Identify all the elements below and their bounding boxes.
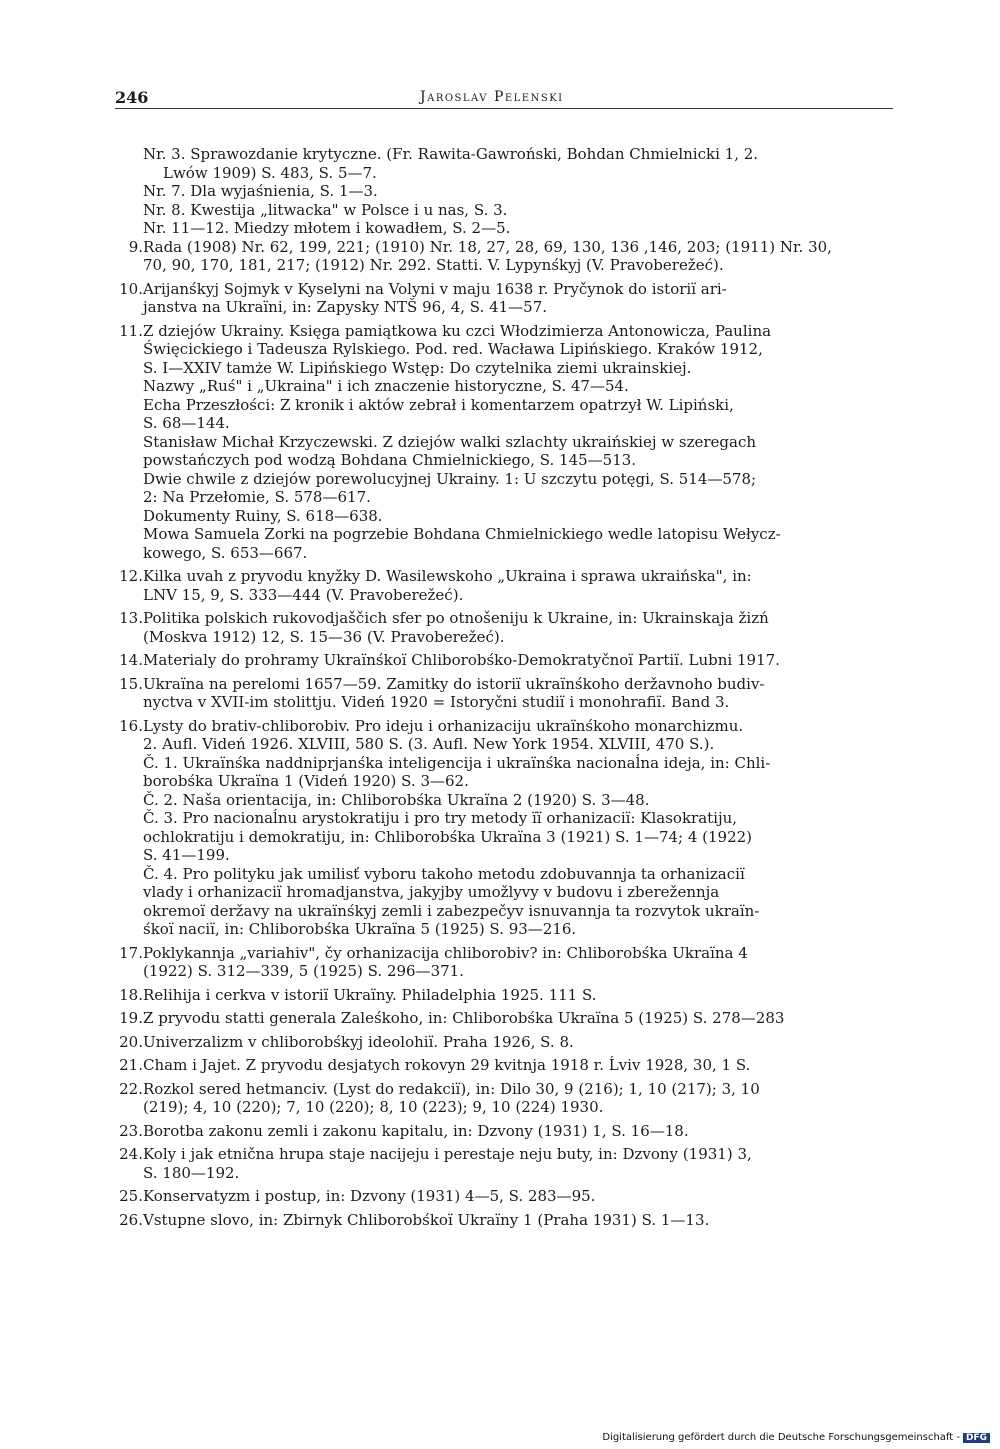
entry-line: Dokumenty Ruiny, S. 618—638.	[143, 506, 383, 525]
entry-line: (Moskva 1912) 12, S. 15—36 (V. Pravoberežeć).	[143, 627, 505, 646]
entry-line: Nr. 3. Sprawozdanie krytyczne. (Fr. Rawita-Gawroński, Bohdan Chmielnicki 1, 2.	[143, 145, 759, 163]
entry-line: (219); 4, 10 (220); 7, 10 (220); 8, 10 (223); 9, 10 (224) 1930.	[143, 1098, 604, 1116]
entry-line: Ukraïna na perelomi 1657—59. Zamitky do istoriï ukraïnśkoho deržavnoho budiv-	[143, 674, 765, 693]
bibliography-entry	[113, 609, 903, 646]
entry-number: 19.	[119, 1009, 143, 1027]
entry-line: S. 180—192.	[143, 1163, 240, 1182]
entry-line: (1922) S. 312—339, 5 (1925) S. 296—371.	[143, 962, 464, 980]
entry-line: śkoï naciï, in: Chliborobśka Ukraïna 5 (1925) S. 93—216.	[143, 920, 577, 938]
entry-line: ochlokratiju i demokratiju, in: Chliborobśka Ukraïna 3 (1921) S. 1—74; 4 (1922)	[143, 827, 753, 846]
entry-line: Nazwy „Ruś" i „Ukraina" i ich znaczenie historyczne, S. 47—54.	[143, 377, 629, 395]
bibliography-entry	[113, 322, 903, 563]
entry-number: 20.	[119, 1032, 143, 1051]
entry-line: Z dziejów Ukrainy. Księga pamiątkowa ku czci Włodzimierza Antonowicza, Paulina	[143, 321, 772, 340]
entry-line: Cham i Jajet. Z pryvodu desjatych rokovyn 29 kvitnja 1918 r. Ĺviv 1928, 30, 1 S.	[143, 1056, 751, 1074]
entry-line: S. 41—199.	[143, 846, 230, 864]
entry-number: 9.	[128, 237, 143, 256]
bibliography-entry	[113, 1080, 903, 1117]
bibliography-entry	[113, 1187, 903, 1206]
entry-line: Politika polskich rukovodjaščich sfer po otnošeniju k Ukraine, in: Ukrainskaja žizń	[143, 609, 769, 627]
entry-number: 26.	[119, 1210, 143, 1229]
entry-line: vlady i orhanizaciï hromadjanstva, jakyjby umožlyvy v budovu i zberežennja	[143, 883, 720, 901]
entry-line: Kilka uvah z pryvodu knyžky D. Wasilewskoho „Ukraina i sprawa ukraińska", in:	[143, 567, 752, 585]
bibliography-entry	[113, 1122, 903, 1141]
entry-line: janstva na Ukraïni, in: Zapysky NTŠ 96, 4, S. 41—57.	[143, 298, 548, 316]
entry-line: Borotba zakonu zemli i zakonu kapitalu, in: Dzvony (1931) 1, S. 16—18.	[143, 1121, 689, 1140]
page-number: 246	[115, 88, 149, 107]
bibliography-entry	[113, 717, 903, 939]
entry-line: Rozkol sered hetmanciv. (Lyst do redakciï), in: Dilo 30, 9 (216); 1, 10 (217); 3, 10	[143, 1079, 760, 1098]
intro-item	[113, 219, 903, 238]
running-title: Jaroslav Pelenski	[420, 89, 564, 105]
page-header	[115, 86, 893, 109]
dfg-logo: DFG	[963, 1433, 990, 1443]
bibliography-entry	[113, 1009, 903, 1028]
entry-line: Z pryvodu statti generala Zaleśkoho, in: Chliborobśka Ukraïna 5 (1925) S. 278—283	[143, 1009, 785, 1027]
entry-line: 70, 90, 170, 181, 217; (1912) Nr. 292. Statti. V. Lypynśkyj (V. Pravoberežeć).	[143, 256, 724, 274]
entry-line: borobśka Ukraïna 1 (Videń 1920) S. 3—62.	[143, 772, 469, 790]
entry-number: 22.	[119, 1079, 143, 1098]
entry-line: Univerzalizm v chliborobśkyj ideolohiï. Praha 1926, S. 8.	[143, 1032, 574, 1051]
entry-number: 17.	[119, 943, 143, 962]
entry-line: Vstupne slovo, in: Zbirnyk Chliborobśkoï Ukraïny 1 (Praha 1931) S. 1—13.	[143, 1210, 710, 1229]
entry-line: Echa Przeszłości: Z kronik i aktów zebrał i komentarzem opatrzył W. Lipiński,	[143, 395, 734, 414]
entry-line: Dwie chwile z dziejów porewolucyjnej Ukrainy. 1: U szczytu potęgi, S. 514—578;	[143, 469, 757, 488]
bibliography-entry	[113, 651, 903, 670]
footer-text: Digitalisierung gefördert durch die Deutsche Forschungsgemeinschaft -	[602, 1432, 960, 1443]
entry-line: Č. 2. Naša orientacija, in: Chliborobśka Ukraïna 2 (1920) S. 3—48.	[143, 790, 650, 809]
entry-number: 12.	[119, 567, 143, 585]
entry-line: Relihija i cerkva v istoriï Ukraïny. Philadelphia 1925. 111 S.	[143, 985, 597, 1004]
entry-line: 2: Na Przełomie, S. 578—617.	[143, 488, 371, 506]
bibliography-entry	[113, 1211, 903, 1230]
bibliography-entry	[113, 986, 903, 1005]
intro-item	[113, 201, 903, 220]
bibliography-entry	[113, 1145, 903, 1182]
entry-number: 10.	[119, 279, 143, 298]
bibliography-entry	[113, 567, 903, 604]
entry-number: 18.	[119, 985, 143, 1004]
entry-number: 11.	[119, 321, 143, 340]
entry-line: S. I—XXIV tamże W. Lipińskiego Wstęp: Do czytelnika ziemi ukrainskiej.	[143, 358, 692, 377]
entry-line: Poklykannja „variahiv", čy orhanizacija chliborobiv? in: Chliborobśka Ukraïna 4	[143, 943, 748, 962]
entry-line: Konservatyzm i postup, in: Dzvony (1931) 4—5, S. 283—95.	[143, 1187, 596, 1205]
entry-line: Nr. 7. Dla wyjaśnienia, S. 1—3.	[143, 182, 378, 200]
entry-line: nyctva v XVII-im stolittju. Videń 1920 = Istoryčni studiï i monohrafiï. Band 3.	[143, 693, 730, 711]
entry-line: Nr. 11—12. Miedzy młotem i kowadłem, S. 2—5.	[143, 219, 511, 237]
entry-line: Nr. 8. Kwestija „litwacka" w Polsce i u nas, S. 3.	[143, 200, 508, 219]
entry-line: Lysty do brativ-chliborobiv. Pro ideju i orhanizaciju ukraïnśkoho monarchizmu.	[143, 716, 744, 735]
entry-number: 14.	[119, 651, 143, 669]
entry-line: Święcickiego i Tadeusza Rylskiego. Pod. red. Wacława Lipińskiego. Kraków 1912,	[143, 340, 763, 358]
bibliography-entry	[113, 675, 903, 712]
intro-item	[113, 145, 903, 182]
entry-line: S. 68—144.	[143, 414, 230, 432]
entry-line: okremoï deržavy na ukraïnśkyj zemli i zabezpečyv isnuvannja ta rozvytok ukraïn-	[143, 901, 760, 920]
footer	[602, 1432, 990, 1443]
entry-line: kowego, S. 653—667.	[143, 543, 308, 562]
entry-line: Lwów 1909) S. 483, S. 5—7.	[163, 163, 377, 182]
entry-line: Mowa Samuela Zorki na pogrzebie Bohdana Chmielnickiego wedle latopisu Wełycz-	[143, 525, 781, 543]
bibliography-entry	[113, 238, 903, 275]
entry-line: Materialy do prohramy Ukraïnśkoï Chliborobśko-Demokratyčnoï Partiï. Lubni 1917.	[143, 651, 780, 669]
entry-number: 15.	[119, 674, 143, 693]
bibliography-entry	[113, 280, 903, 317]
entry-line: Č. 4. Pro polityku jak umilisť vyboru takoho metodu zdobuvannja ta orhanizaciï	[143, 864, 745, 883]
entry-line: Č. 3. Pro nacionaĺnu arystokratiju i pro try metody ïï orhanizaciï: Klasokratiju,	[143, 809, 738, 827]
entry-number: 23.	[119, 1121, 143, 1140]
entry-number: 16.	[119, 716, 143, 735]
entry-number: 24.	[119, 1145, 143, 1163]
intro-item	[113, 182, 903, 201]
bibliography-entry	[113, 944, 903, 981]
entry-line: Č. 1. Ukraïnśka naddniprjanśka inteligencija i ukraïnśka nacionaĺna ideja, in: Chli-	[143, 753, 771, 772]
bibliography-entry	[113, 1033, 903, 1052]
entry-number: 13.	[119, 609, 143, 627]
entry-line: powstańczych pod wodzą Bohdana Chmielnickiego, S. 145—513.	[143, 451, 637, 469]
entry-line: Arijanśkyj Sojmyk v Kyselyni na Volyni v maju 1638 r. Pryčynok do istoriï ari-	[143, 279, 727, 298]
entry-number: 21.	[119, 1056, 143, 1074]
bibliography-list	[113, 145, 903, 1234]
bibliography-entry	[113, 1056, 903, 1075]
entry-line: LNV 15, 9, S. 333—444 (V. Pravoberežeć).	[143, 585, 464, 604]
entry-line: 2. Aufl. Videń 1926. XLVIII, 580 S. (3. Aufl. New York 1954. XLVIII, 470 S.).	[143, 735, 715, 753]
entry-line: Koly i jak etnična hrupa staje nacijeju i perestaje neju buty, in: Dzvony (1931) 3,	[143, 1145, 752, 1163]
entry-line: Rada (1908) Nr. 62, 199, 221; (1910) Nr. 18, 27, 28, 69, 130, 136 ,146, 203; (1911) Nr. 30,	[143, 237, 832, 256]
entry-number: 25.	[119, 1187, 143, 1205]
entry-line: Stanisław Michał Krzyczewski. Z dziejów walki szlachty ukraińskiej w szeregach	[143, 432, 757, 451]
